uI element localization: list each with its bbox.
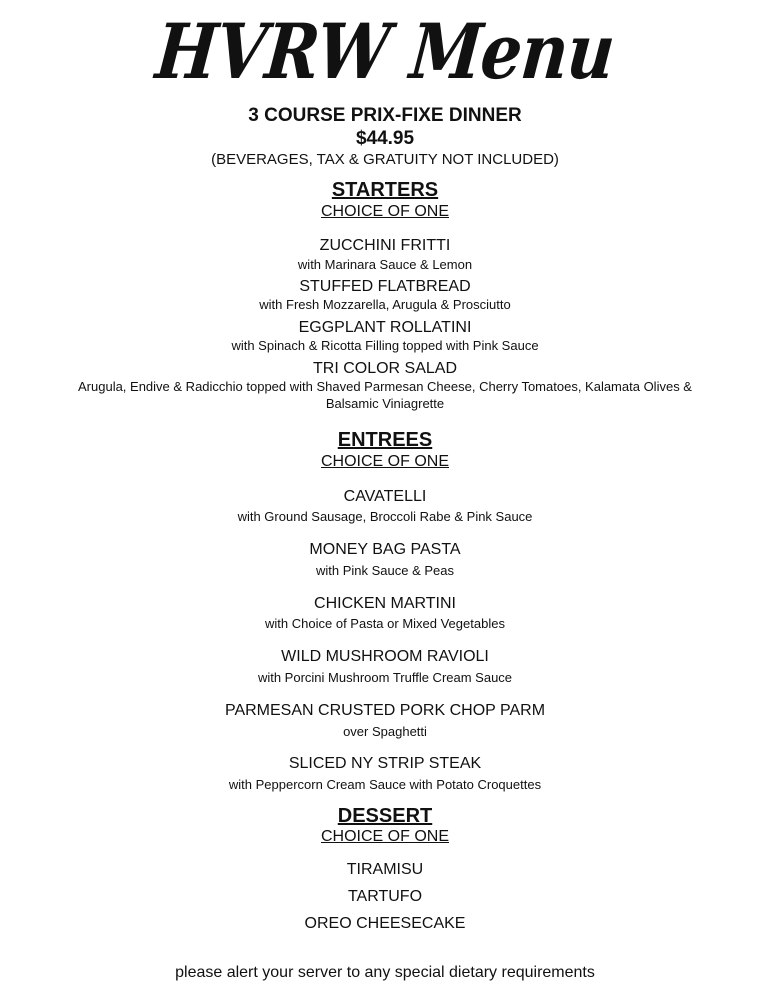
item-desc: Arugula, Endive & Radicchio topped with Shaved Parmesan Cheese, Cherry Tomatoes, Kalamata Olives &: [78, 379, 692, 394]
item-desc: with Marinara Sauce & Lemon: [297, 257, 473, 272]
item-desc: with Pink Sauce & Peas: [315, 563, 455, 578]
item-name: SLICED NY STRIP STEAK: [288, 755, 482, 772]
item-desc: with Spinach & Ricotta Filling topped with Pink Sauce: [231, 338, 539, 353]
choice-label-dessert: CHOICE OF ONE: [320, 828, 449, 845]
item-name: CHICKEN MARTINI: [314, 595, 456, 612]
item-name: TIRAMISU: [346, 861, 424, 878]
item-name: CAVATELLI: [343, 488, 427, 505]
section-title-starters: STARTERS: [331, 179, 439, 201]
section-title-entrees: ENTREES: [337, 429, 433, 451]
item-name: EGGPLANT ROLLATINI: [298, 319, 472, 336]
price: $44.95: [355, 128, 415, 149]
item-name: WILD MUSHROOM RAVIOLI: [281, 648, 489, 665]
item-desc: with Fresh Mozzarella, Arugula & Prosciutto: [259, 297, 511, 312]
item-desc: with Peppercorn Cream Sauce with Potato Croquettes: [228, 777, 542, 792]
item-name: OREO CHEESECAKE: [304, 915, 466, 932]
item-name: ZUCCHINI FRITTI: [319, 237, 451, 254]
choice-label-entrees: CHOICE OF ONE: [320, 453, 449, 470]
prix-fixe-subtitle: 3 COURSE PRIX-FIXE DINNER: [248, 105, 522, 126]
item-desc-continued: Balsamic Viniagrette: [325, 396, 445, 411]
item-name: TRI COLOR SALAD: [312, 360, 458, 377]
item-name: STUFFED FLATBREAD: [299, 278, 471, 295]
item-name: PARMESAN CRUSTED PORK CHOP PARM: [224, 702, 546, 719]
exclusions-note: (BEVERAGES, TAX & GRATUITY NOT INCLUDED): [211, 151, 559, 168]
item-desc: with Ground Sausage, Broccoli Rabe & Pink Sauce: [237, 509, 533, 524]
item-desc: with Choice of Pasta or Mixed Vegetables: [265, 616, 505, 631]
menu-title: HVRW Menu: [152, 7, 618, 96]
choice-label-starters: CHOICE OF ONE: [320, 203, 449, 220]
item-name: TARTUFO: [347, 888, 423, 905]
item-desc: over Spaghetti: [343, 724, 427, 739]
dietary-footer-note: please alert your server to any special dietary requirements: [175, 964, 595, 981]
item-name: MONEY BAG PASTA: [309, 541, 461, 558]
section-title-dessert: DESSERT: [337, 805, 433, 827]
item-desc: with Porcini Mushroom Truffle Cream Sauce: [257, 670, 513, 685]
